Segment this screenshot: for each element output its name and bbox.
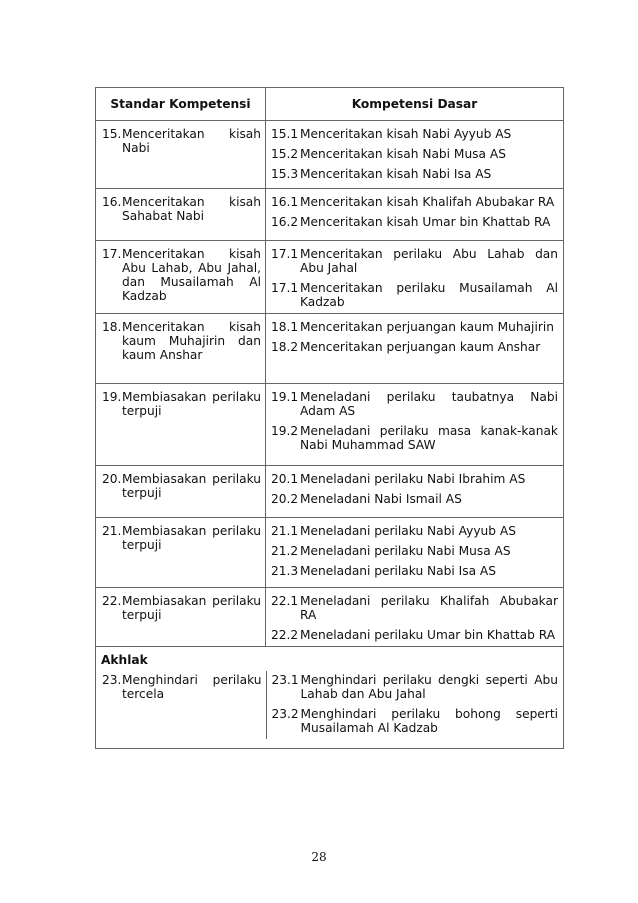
competency-table [95,87,564,749]
kd-item [266,281,563,309]
table-row [96,384,564,466]
kd-item [266,340,563,354]
kd-item [266,215,563,229]
sk-text-last: terpuji [122,538,162,552]
header-standar-kompetensi: Standar Kompetensi [96,88,266,121]
table-row [96,518,564,588]
sk-text-last: Nabi [122,141,150,155]
cell-standar-kompetensi [96,466,266,518]
sk-number: 23. [102,673,122,687]
cell-standar-kompetensi [96,241,266,314]
kd-number: 23.1 [271,673,299,687]
kd-text: Menceritakan kisah Khalifah Abubakar RA [300,195,555,209]
sk-number: 20. [102,472,122,486]
kd-text: Meneladani perilaku Khalifah Abubakar RA [300,594,558,622]
kd-item [266,594,563,622]
kd-text: Menceritakan kisah Umar bin Khattab RA [300,215,551,229]
kd-item [266,247,563,275]
sk-text-last: terpuji [122,608,162,622]
kd-number: 16.2 [271,215,299,229]
kd-item [266,147,563,161]
cell-standar-kompetensi [96,671,266,739]
standar-kompetensi-text [96,314,265,366]
kd-number: 15.2 [271,147,299,161]
kd-number: 19.2 [271,424,299,438]
cell-standar-kompetensi [96,384,266,466]
sk-text-main: Membiasakan perilaku [122,594,261,608]
kd-text: Meneladani perilaku masa kanak-kanak Nabi Muhammad SAW [300,424,558,452]
kd-number: 23.2 [271,707,299,721]
sk-text-main: Menceritakan kisah kaum Muhajirin dan [122,320,261,348]
kd-text: Meneladani perilaku Nabi Isa AS [300,564,496,578]
sk-number: 21. [102,524,122,538]
sk-text-main: Menceritakan kisah [122,127,261,141]
category-label: Akhlak [101,653,148,667]
akhlak-inner [96,671,563,739]
sk-number: 15. [102,127,122,141]
kd-item [266,472,563,486]
kd-text: Menceritakan kisah Nabi Isa AS [300,167,492,181]
kd-number: 20.1 [271,472,299,486]
sk-text-main: Membiasakan perilaku [122,524,261,538]
table-row [96,241,564,314]
kd-number: 15.3 [271,167,299,181]
cell-kompetensi-dasar [266,588,564,647]
standar-kompetensi-text [96,384,265,422]
cell-standar-kompetensi [96,518,266,588]
sk-number: 18. [102,320,122,334]
kd-item [267,707,564,735]
cell-standar-kompetensi [96,189,266,241]
kd-item [266,195,563,209]
cell-kompetensi-dasar [266,518,564,588]
cell-standar-kompetensi [96,121,266,189]
sk-number: 16. [102,195,122,209]
cell-kompetensi-dasar [266,384,564,466]
table-body [96,121,564,749]
kd-number: 16.1 [271,195,299,209]
standar-kompetensi-text [96,241,265,307]
kd-text: Meneladani perilaku Nabi Musa AS [300,544,511,558]
cell-kompetensi-dasar [266,466,564,518]
kd-number: 21.3 [271,564,299,578]
kd-number: 22.2 [271,628,299,642]
kd-number: 22.1 [271,594,299,608]
kd-text: Meneladani perilaku Umar bin Khattab RA [300,628,556,642]
table-row-akhlak [96,647,564,749]
kd-text: Menceritakan kisah Nabi Musa AS [300,147,506,161]
kd-text: Menceritakan perjuangan kaum Muhajirin [300,320,554,334]
kd-text: Meneladani perilaku Nabi Ibrahim AS [300,472,526,486]
kd-text: Menceritakan perilaku Abu Lahab dan Abu Jahal [300,247,558,275]
kd-text: Meneladani perilaku Nabi Ayyub AS [300,524,516,538]
kd-text: Menceritakan perjuangan kaum Anshar [300,340,541,354]
kd-text: Menghindari perilaku bohong seperti Musailamah Al Kadzab [300,707,558,735]
cell-standar-kompetensi [96,314,266,384]
standar-kompetensi-text [96,189,265,227]
cell-kompetensi-dasar [266,241,564,314]
table-header-row [96,88,564,121]
kd-number: 17.1 [271,281,299,295]
table-row [96,121,564,189]
kd-number: 17.1 [271,247,299,261]
standar-kompetensi-text [96,518,265,556]
kd-text: Meneladani Nabi Ismail AS [300,492,462,506]
cell-standar-kompetensi [96,588,266,647]
sk-text-last: terpuji [122,486,162,500]
header-kompetensi-dasar: Kompetensi Dasar [266,88,564,121]
kd-item [266,628,563,642]
sk-text-last: kaum Anshar [122,348,203,362]
kd-text: Menghindari perilaku dengki seperti Abu Lahab dan Abu Jahal [300,673,558,701]
cell-akhlak-group [96,647,564,749]
table-row [96,466,564,518]
kd-number: 21.1 [271,524,299,538]
kd-item [266,320,563,334]
sk-number: 19. [102,390,122,404]
cell-kompetensi-dasar [266,314,564,384]
kd-item [266,544,563,558]
kd-text: Menceritakan kisah Nabi Ayyub AS [300,127,512,141]
sk-text-main: Menceritakan kisah Abu Lahab, Abu Jahal, dan Musailamah Al [122,247,261,289]
page-number: 28 [311,850,327,864]
kd-text: Menceritakan perilaku Musailamah Al Kadzab [300,281,558,309]
sk-text-main: Menceritakan kisah [122,195,261,209]
cell-kompetensi-dasar [266,189,564,241]
kd-text: Meneladani perilaku taubatnya Nabi Adam AS [300,390,558,418]
table-row [96,588,564,647]
sk-number: 22. [102,594,122,608]
kd-number: 20.2 [271,492,299,506]
kd-item [266,524,563,538]
table-row [96,314,564,384]
kd-item [267,673,564,701]
kd-number: 18.1 [271,320,299,334]
sk-text-main: Membiasakan perilaku [122,390,261,404]
standar-kompetensi-text [96,588,265,626]
sk-text-main: Membiasakan perilaku [122,472,261,486]
sk-number: 17. [102,247,122,261]
kd-item [266,390,563,418]
kd-item [266,167,563,181]
kd-item [266,492,563,506]
kd-item [266,424,563,452]
sk-text-last: Kadzab [122,289,167,303]
kd-number: 18.2 [271,340,299,354]
sk-text-last: tercela [122,687,165,701]
kd-number: 15.1 [271,127,299,141]
kd-item [266,564,563,578]
sk-text-last: terpuji [122,404,162,418]
cell-kompetensi-dasar [266,671,563,739]
table-row [96,189,564,241]
sk-text-last: Sahabat Nabi [122,209,204,223]
standar-kompetensi-text [96,121,265,159]
kd-number: 21.2 [271,544,299,558]
standar-kompetensi-text [96,466,265,504]
kd-item [266,127,563,141]
kd-number: 19.1 [271,390,299,404]
sk-text-main: Menghindari perilaku [122,673,262,687]
cell-kompetensi-dasar [266,121,564,189]
standar-kompetensi-text [96,671,266,705]
